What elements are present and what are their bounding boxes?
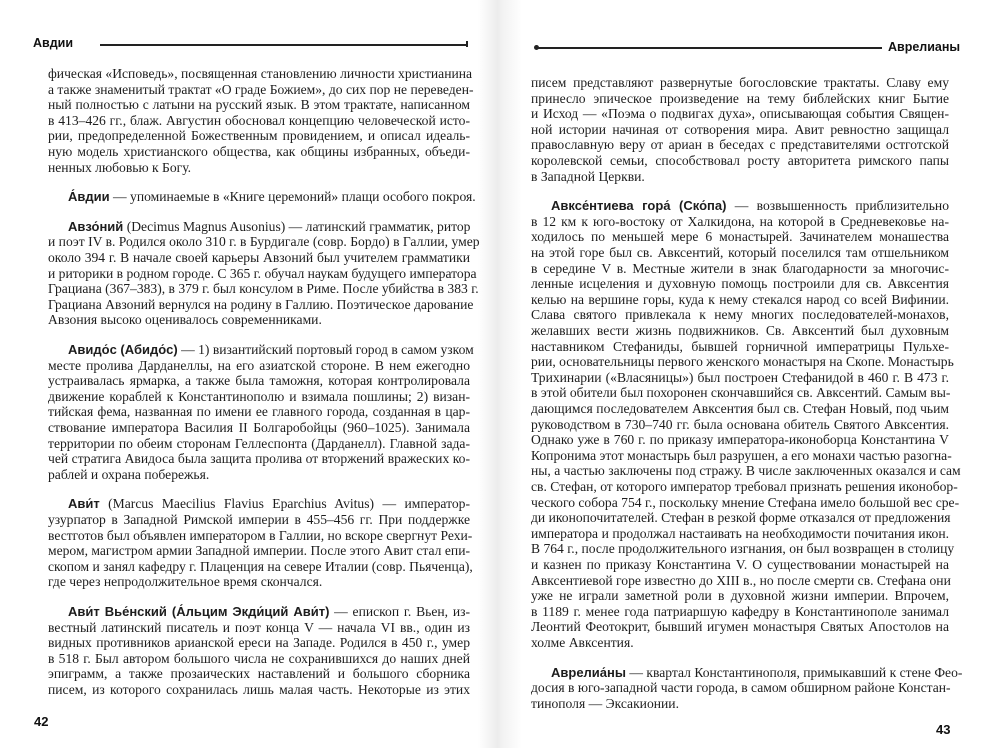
line-text: в середине V в. Местные жители в знак благодарности за многочис- [531,260,949,276]
text-line [48,342,474,358]
text-line [48,620,470,636]
line-text: — упоминаемые в «Книге церемоний» плащи особого покроя. [109,189,476,205]
line-text: (Decimus Magnus Ausonius) — латинский грамматик, ритор [123,218,471,234]
text-line [531,479,958,495]
line-text: где через непродолжительное время скончался. [48,574,323,590]
page-number: 43 [936,722,951,737]
text-line [531,137,949,153]
line-text: и Исход — «Поэма о подвигах духа», описывающая события Священ- [531,106,949,122]
entry-term: Авидо́с (Абидо́с) [68,342,178,357]
text-line [48,281,479,297]
line-text: св. Стефан, от которого император требовал признать решения иконобор- [531,479,958,494]
line-text: В 764 г., после продолжительного изгнания, он был возвращен в столицу [531,541,955,557]
text-line [48,358,470,374]
text-line [48,451,470,467]
right-page [505,0,1000,748]
text-line [531,401,949,417]
line-text: Трихинарии («Власяницы») был построен Стефанидой в 460 г. В 473 г. [531,369,949,385]
line-text: вестготов был объявлен императором в Галлии, но вскоре свергнут Рехи- [48,527,473,543]
text-line [48,467,470,483]
text-line [48,389,470,405]
line-text: чей стратига Авидоса была защита пролива от вторжений вражеских ко- [48,451,470,467]
text-line [531,447,952,464]
text-line [48,558,473,575]
line-text: устраивалась ярмарка, а также была таможня, которая контролировала [48,373,470,389]
text-line [531,696,949,712]
line-text: дающимся последователем Авксентия был св. Стефан Новый, под чьим [531,401,949,416]
left-page [0,0,495,748]
text-line [531,245,949,261]
text-line [48,682,470,698]
line-text: холме Авксентия. [531,635,634,650]
line-text: тийская фема, названная по имени ее главного города, созданная в цар- [48,404,470,420]
text-line [48,404,470,420]
text-line [531,417,949,433]
text-line [531,276,949,292]
page-number: 42 [34,714,49,729]
line-text: Копронима этот монастырь был разрушен, а его монахи частью разогна- [531,447,952,463]
text-line [531,664,963,681]
line-text: наставником Стефаниды, бывшей горничной императрицы Пульхе- [531,338,949,354]
text-line [531,292,949,308]
text-line [48,543,470,559]
text-line [48,312,470,328]
text-line [531,557,949,573]
line-text: — епископ г. Вьен, из- [329,604,470,619]
line-text: Грациана (367–383), в 379 г. был консулом в Риме. После убийства в 383 г. [48,281,479,297]
text-line [48,128,470,144]
line-text: ненных любовью к Богу. [48,159,192,175]
text-line [48,234,480,250]
header-rule-end [466,41,468,47]
text-line [531,122,949,138]
line-text: около 394 г. В начале своей карьеры Авзоний был учителем грамматики [48,250,470,265]
line-text: — возвышенность приблизительно [726,198,949,214]
line-text: месте пролива Дарданеллы, на его азиатской стороне. В нем ежегодно [48,357,470,373]
line-text: Авзония высоко оценивалось современниками. [48,312,322,328]
line-text: в этой обители был похоронен скончавшийся св. Авксентий. Самым вы- [531,385,951,401]
line-text: ходилось по меньшей мере 6 монастырей. Зачинателем монашества [531,229,949,245]
text-line [531,198,949,214]
header-rule [100,44,468,46]
line-text: мером, магистром армии Западной империи. После этого Авит стал епи- [48,543,470,559]
line-text: Однако уже в 760 г. по приказу императора-иконоборца Константина V [531,432,949,448]
line-text: в 12 км к юго-востоку от Халкидона, на которой в Средневековье на- [531,213,949,229]
line-text: принесло эпическое произведение на тему библейских книг Бытие [531,90,949,106]
text-line [531,526,949,542]
text-line [531,494,960,511]
line-text: руководством в 730–740 гг. была основана обитель Святого Авксентия. [531,416,949,432]
line-text: Слава святого привлекала к нему многих последователей-монахов, [531,307,949,323]
line-text: в 518 г. Был автором большого числа не сохранившихся до наших дней [48,650,470,666]
text-line [531,573,949,589]
text-line [48,81,474,98]
text-line [48,436,470,452]
entry-term: Авксе́нтиева гора́ (Ско́па) [551,198,727,214]
line-text: эпиграмм, а также прозаических наставлений и большого сборника [48,666,470,682]
text-line [531,214,949,230]
text-line [531,323,949,339]
text-line [531,510,949,526]
text-line [48,373,470,389]
line-text: движение кораблей к Константинополю и взимала пошлины; 2) визан- [48,388,470,404]
line-text: ствование императора Василия II Болгаробойцы (960–1025). Занимала [48,420,470,435]
text-line [531,635,949,651]
text-line [531,307,949,323]
text-line [531,229,949,245]
line-text: Авксентиевой горе известно до XIII в., но после смерти св. Стефана они [531,572,951,588]
entry-term: Авзо́ний [68,218,124,234]
line-text: вестный латинский писатель и поэт конца V — начала VI вв., один из [48,619,470,635]
line-text: ной истории начиная от сотворения мира. Авит ревностно защищал [531,121,949,137]
text-line [48,420,470,436]
line-text: писем, из которого сохранилась лишь малая часть. Некоторые из этих [48,682,470,697]
line-text: желавших вести жизнь подвижников. Св. Авксентий был духовным [531,323,949,338]
line-text: видных противников арианской ереси на Западе. Родился в 450 г., умер [48,635,470,651]
text-line [531,339,949,355]
line-text: Леонтий Феотокрит, бывший игумен монастыря Святых Апостолов на [531,619,949,635]
text-line [531,354,954,370]
text-line [48,113,470,129]
line-text: православную веру от ариан в беседах с представителями остготской [531,137,949,153]
text-line [48,604,470,620]
line-text: ческого собора 754 г., поскольку мнение Стефана имело большой вес сре- [531,494,960,510]
line-text: уже не играли заметной роли в духовной жизни империи. Впрочем, [531,588,949,604]
text-line [48,189,476,205]
text-line [531,153,949,169]
running-head: Авдии [33,36,74,50]
entry-term: А́вдии [68,189,110,205]
line-text: и риторики в родном городе. С 365 г. обучал наукам будущего императора [48,265,477,281]
text-line [48,574,470,590]
text-line [531,604,949,620]
text-line [48,635,470,651]
line-text: ны, а частью заключены под стражу. В числе заключенных оказался и сам [531,463,961,479]
entry-term: Аврелиа́ны [551,664,626,680]
text-line [531,541,955,557]
text-line [48,144,470,160]
line-text: ную модель христианского общества, как общины избранных, объеди- [48,144,470,159]
line-text: королевской семьи, способствовал росту авторитета римского папы [531,153,949,168]
text-line [48,651,470,667]
text-line [531,169,949,185]
text-line [48,512,470,528]
text-line [48,296,474,313]
line-text: рии, основательницы первого женского монастыря на Скопе. Монастырь [531,354,954,370]
text-line [531,91,949,107]
header-rule [536,47,882,49]
line-text: на этой горе был св. Авксентий, который поселился там отшельником [531,245,949,260]
text-line [48,250,470,266]
text-line [48,666,470,682]
text-line [48,219,470,235]
line-text: ленные исцеления и духовную помощь построили для св. Авксентия [531,276,949,292]
line-text: досия в юго-западной части города, в самом обширном районе Констан- [531,680,951,696]
text-line [48,97,470,113]
line-text: фическая «Исповедь», посвященная становлению личности христианина [48,66,473,81]
text-line [531,619,949,635]
line-text: узурпатор в Западной Римской империи в 455–456 гг. При поддержке [48,512,470,527]
line-text: писем представляют развернутые богословские трактаты. Славу ему [531,75,949,90]
text-line [531,261,949,277]
line-text: келью на вершине горы, куда к нему стекался народ со всей Вифинии. [531,291,949,307]
text-line [531,680,949,696]
line-text: в 413–426 гг., блаж. Августин обосновал концепцию человеческой исто- [48,112,470,128]
line-text: раблей и охрана побережья. [48,466,210,482]
line-text: Грациана Авзоний вернулся на родину в Галлию. Поэтическое дарование [48,296,474,312]
text-line [531,385,949,401]
line-text: — квартал Константинополя, примыкавший к стене Фео- [626,664,963,680]
line-text: — 1) византийский портовый город в самом узком [177,342,474,357]
line-text: императора и продолжал настаивать на необходимости почитания икон. [531,525,949,541]
text-line [48,496,470,512]
line-text: и казнен по приказу Константина V. О существовании монастырей на [531,557,949,572]
line-text: и поэт IV в. Родился около 310 г. в Бурдигале (совр. Бордо) в Галлии, умер [48,234,480,250]
entry-term: Ави́т Вье́нский (А́льцим Экди́ций Ави́т) [68,604,330,619]
line-text: тинополя — Эксакионии. [531,695,679,711]
line-text: (Marcus Maecilius Flavius Eparchius Avitus) — император- [99,496,470,512]
text-line [531,75,949,91]
line-text: а также знаменитый трактат «О граде Божием», до сих пор не переведен- [48,81,474,97]
line-text: в Западной Церкви. [531,168,645,184]
line-text: территории по обеим сторонам Геллеспонта (Дарданелл). Главной зада- [48,435,470,451]
text-line [48,66,473,82]
text-line [531,370,949,386]
running-head: Аврелианы [888,40,961,54]
line-text: рии, предопределенной Божественным провидением, и описал идеаль- [48,128,470,144]
text-line [48,265,477,282]
line-text: скопом и занял кафедру г. Плаценция на севере Италии (совр. Пьяченца), [48,558,473,574]
line-text: ный полностью с латыни на русский язык. В этом трактате, написанном [48,97,470,113]
text-line [48,527,473,544]
entry-term: Ави́т [68,496,100,512]
text-line [531,463,961,479]
text-line [531,588,949,604]
line-text: в 1189 г. менее года патриаршую кафедру в Константинополе занимал [531,603,949,619]
line-text: ди иконопочитателей. Стефан в резкой форме отказался от предложения [531,510,951,526]
text-line [531,106,949,122]
text-line [531,432,949,448]
text-line [48,160,470,176]
